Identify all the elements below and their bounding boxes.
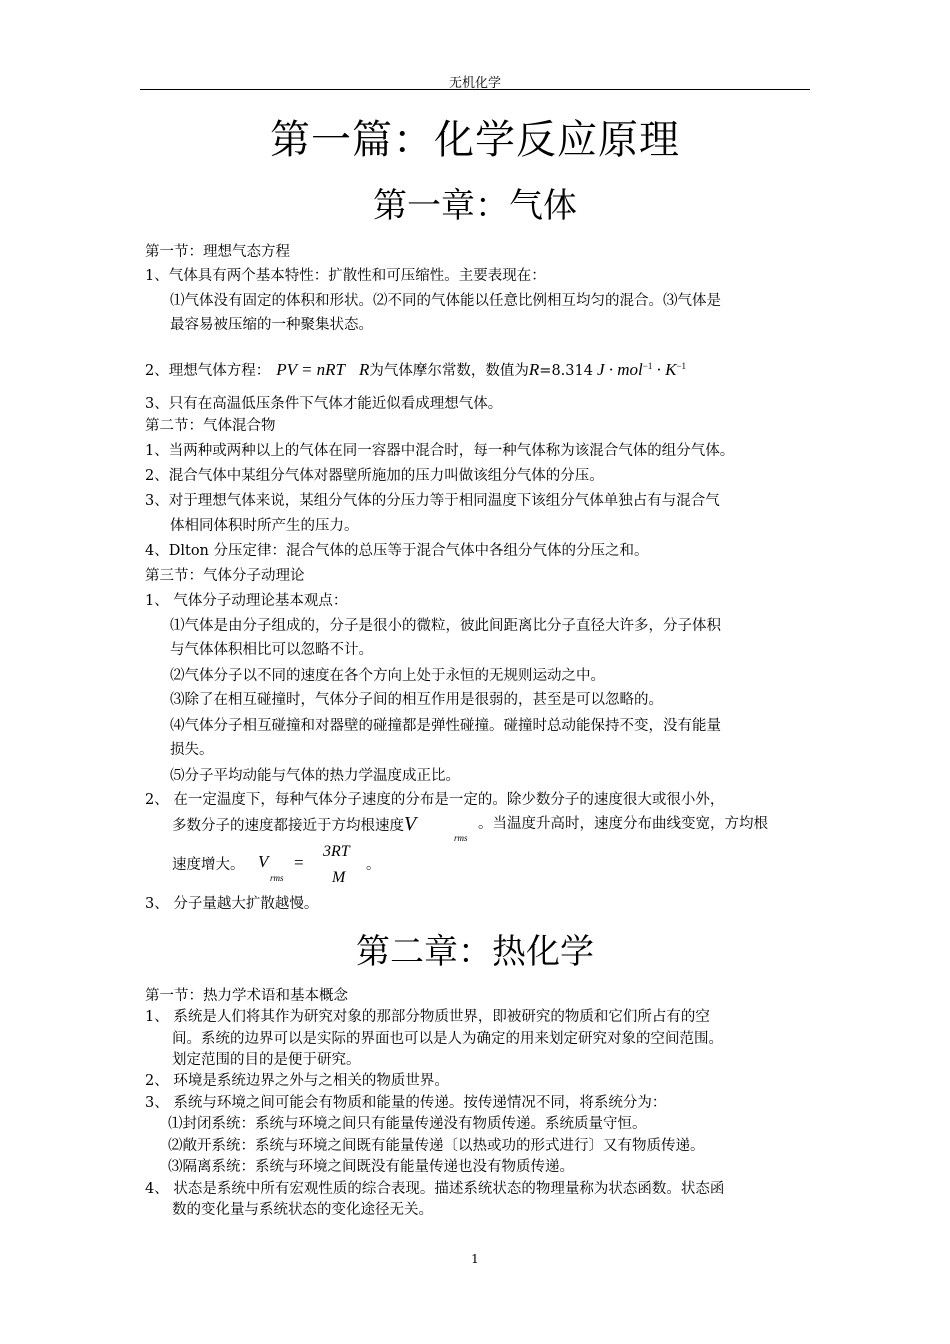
section-1-1-title: 第一节：理想气态方程 bbox=[145, 244, 290, 260]
paragraph: 2、 环境是系统边界之外与之相关的物质世界。 bbox=[145, 1073, 449, 1089]
paragraph: ⑶隔离系统：系统与环境之间既没有能量传递也没有物质传递。 bbox=[168, 1159, 574, 1175]
paragraph: ⑵气体分子以不同的速度在各个方向上处于永恒的无规则运动之中。 bbox=[170, 668, 605, 684]
paragraph: 。 bbox=[366, 857, 381, 873]
unit-j-mol: J · mol bbox=[596, 359, 643, 379]
ideal-gas-equation-line bbox=[145, 356, 686, 381]
chapter-2-title: 第二章：热化学 bbox=[356, 932, 594, 972]
unit-exponent: −1 bbox=[642, 361, 653, 371]
page-number: 1 bbox=[471, 1252, 479, 1266]
paragraph: 最容易被压缩的一种聚集状态。 bbox=[170, 317, 373, 333]
paragraph: 速度增大。 bbox=[172, 857, 245, 873]
paragraph: ⑴气体是由分子组成的，分子是很小的微粒，彼此间距离比分子直径大许多，分子体积 bbox=[170, 618, 721, 634]
running-header: 无机化学 bbox=[448, 76, 501, 91]
fraction-numerator: 3RT bbox=[323, 843, 350, 860]
paragraph: 。当温度升高时，速度分布曲线变宽，方均根 bbox=[478, 816, 768, 832]
paragraph: 划定范围的目的是便于研究。 bbox=[172, 1052, 361, 1068]
gas-constant-symbol: R bbox=[359, 359, 370, 379]
paragraph: 体相同体积时所产生的压力。 bbox=[170, 518, 359, 534]
paragraph: 2、混合气体中某组分气体对器壁所施加的压力叫做该组分气体的分压。 bbox=[145, 468, 604, 484]
paragraph: 与气体体积相比可以忽略不计。 bbox=[170, 642, 373, 658]
paragraph: ⑵敞开系统：系统与环境之间既有能量传递〔以热或功的形式进行〕又有物质传递。 bbox=[168, 1138, 705, 1154]
paragraph: 1、气体具有两个基本特性：扩散性和可压缩性。主要表现在： bbox=[145, 268, 546, 284]
rms-velocity-symbol: V bbox=[258, 852, 269, 871]
rms-speed-line bbox=[172, 814, 416, 836]
paragraph: ⑶除了在相互碰撞时，气体分子间的相互作用是很弱的，甚至是可以忽略的。 bbox=[170, 692, 663, 708]
paragraph: ⑷气体分子相互碰撞和对器壁的碰撞都是弹性碰撞。碰撞时总动能保持不变，没有能量 bbox=[170, 718, 721, 734]
paragraph: 1、当两种或两种以上的气体在同一容器中混合时，每一种气体称为该混合气体的组分气体。 bbox=[145, 443, 735, 459]
paragraph: ⑴封闭系统：系统与环境之间只有能量传递没有物质传递。系统质量守恒。 bbox=[168, 1116, 647, 1132]
gas-constant-value: =8.314 bbox=[539, 362, 593, 379]
equation-prefix: 2、理想气体方程： bbox=[145, 362, 271, 379]
paragraph: 1、 气体分子动理论基本观点： bbox=[145, 593, 348, 609]
paragraph-text: 多数分子的速度都接近于方均根速度 bbox=[172, 818, 404, 834]
paragraph: 2、 在一定温度下，每种气体分子速度的分布是一定的。除少数分子的速度很大或很小外， bbox=[145, 792, 725, 808]
paragraph: 3、 系统与环境之间可能会有物质和能量的传递。按传递情况不同，将系统分为： bbox=[145, 1095, 667, 1111]
paragraph: 损失。 bbox=[170, 742, 214, 758]
equals-sign: = bbox=[294, 853, 304, 872]
paragraph: 3、 分子量越大扩散越慢。 bbox=[145, 896, 319, 912]
paragraph: 4、 状态是系统中所有宏观性质的综合表现。描述系统状态的物理量称为状态函数。状态函 bbox=[145, 1181, 725, 1197]
paragraph: 3、对于理想气体来说，某组分气体的分压力等于相同温度下该组分气体单独占有与混合气 bbox=[145, 493, 720, 509]
paragraph: 间。系统的边界可以是实际的界面也可以是人为确定的用来划定研究对象的空间范围。 bbox=[172, 1031, 723, 1047]
section-2-1-title: 第一节：热力学术语和基本概念 bbox=[145, 988, 348, 1004]
unit-k: · K bbox=[652, 359, 677, 379]
chapter-1-title: 第一章：气体 bbox=[373, 186, 577, 226]
rms-subscript: rms bbox=[270, 873, 284, 883]
unit-exponent: −1 bbox=[676, 361, 687, 371]
rms-subscript: rms bbox=[454, 833, 468, 843]
paragraph: ⑴气体没有固定的体积和形状。⑵不同的气体能以任意比例相互均匀的混合。⑶气体是 bbox=[170, 293, 721, 309]
rms-velocity-symbol: V bbox=[404, 813, 417, 835]
gas-constant-symbol: R bbox=[528, 359, 540, 379]
ideal-gas-equation: PV = nRT bbox=[276, 359, 346, 379]
section-1-2-title: 第二节：气体混合物 bbox=[145, 418, 276, 434]
paragraph: 4、Dlton 分压定律：混合气体的总压等于混合气体中各组分气体的分压之和。 bbox=[145, 543, 649, 559]
fraction-denominator: M bbox=[332, 869, 346, 886]
paragraph: ⑸分子平均动能与气体的热力学温度成正比。 bbox=[170, 768, 460, 784]
header-rule bbox=[140, 89, 810, 90]
paragraph: 数的变化量与系统状态的变化途径无关。 bbox=[172, 1202, 433, 1218]
equation-description: 为气体摩尔常数，数值为 bbox=[369, 362, 529, 379]
part-title: 第一篇：化学反应原理 bbox=[270, 117, 680, 163]
paragraph: 3、只有在高温低压条件下气体才能近似看成理想气体。 bbox=[145, 396, 503, 412]
paragraph: 1、 系统是人们将其作为研究对象的那部分物质世界，即被研究的物质和它们所占有的空 bbox=[145, 1009, 710, 1025]
section-1-3-title: 第三节：气体分子动理论 bbox=[145, 568, 305, 584]
